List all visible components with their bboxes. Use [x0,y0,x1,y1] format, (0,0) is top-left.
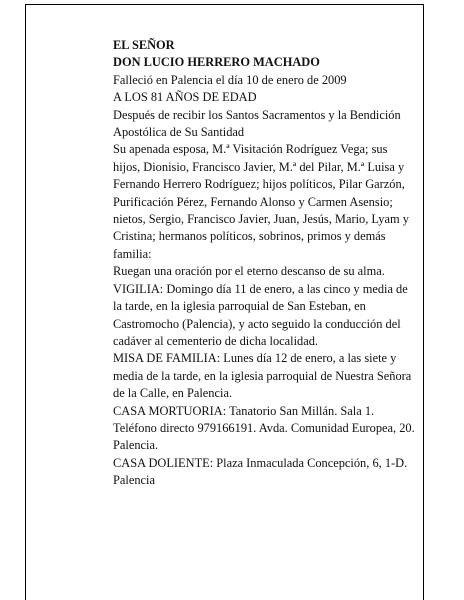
vigil-paragraph: VIGILIA: Domingo día 11 de enero, a las cinco y media de la tarde, en la iglesia parroquial de San Esteban, en Castromocho (Palencia), y acto seguido la conducción del cadáver al cementerio de dicha localidad. [113,281,408,348]
age-line: A LOS 81 AÑOS DE EDAD [113,90,257,105]
family-mass-paragraph: MISA DE FAMILIA: Lunes día 12 de enero, a las siete y media de la tarde, en la iglesia parroquial de Nuestra Señora de la Calle, en Palencia. [113,351,412,401]
obituary-notice [113,37,417,490]
funeral-home-paragraph: CASA MORTUORIA: Tanatorio San Millán. Sala 1. Teléfono directo 979166191. Avda. Comunidad Europea, 20. Palencia. [113,403,415,453]
death-date: Falleció en Palencia el día 10 de enero de 2009 [113,72,347,87]
mourning-house-paragraph: CASA DOLIENTE: Plaza Inmaculada Concepción, 6, 1-D. Palencia [113,455,408,488]
prayer-paragraph: Ruegan una oración por el eterno descanso de su alma. [113,264,385,279]
family-paragraph: Su apenada esposa, M.ª Visitación Rodríguez Vega; sus hijos, Dionisio, Francisco Javier, M.ª del Pilar, M.ª Luisa y Fernando Herrero Rodríguez; hijos políticos, Pilar Garzón, Purificación Pérez, Fernando Alonso y Carmen Asensio; nietos, Sergio, Francisco Javier, Juan, Jesús, Mario, Lyam y Cristina; hermanos políticos, sobrinos, primos y demás familia: [113,142,409,261]
deceased-name: DON LUCIO HERRERO MACHADO [113,55,320,70]
sacraments-paragraph: Después de recibir los Santos Sacramentos y la Bendición Apostólica de Su Santidad [113,107,401,140]
heading-title: EL SEÑOR [113,38,175,52]
